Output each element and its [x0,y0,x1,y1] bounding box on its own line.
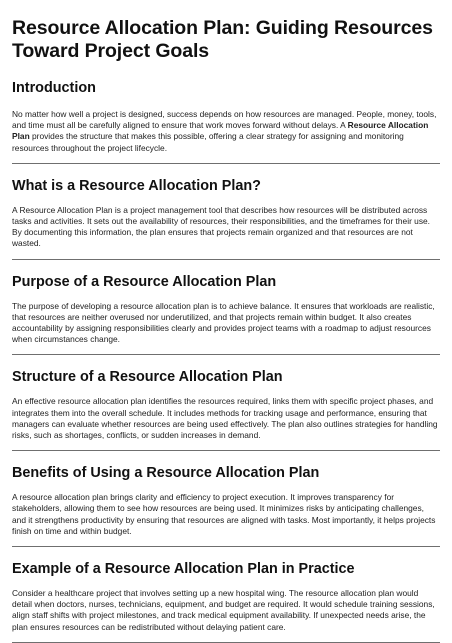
section-body: Consider a healthcare project that involves setting up a new hospital wing. The resource allocation plan would detail when doctors, nurses, technicians, equipment, and budget are required. It would schedule training sessions, align staff shifts with project milestones, and track medical equipment availability. If unexpected needs arise, the plan ensures resources can be redistributed without delaying patient care. [12,588,435,632]
section-benefits [12,465,440,537]
section-heading: Example of a Resource Allocation Plan in Practice [12,561,355,578]
section-heading: Structure of a Resource Allocation Plan [12,369,283,386]
body-text: No matter how well a project is designed, success depends on how resources are managed. People, money, tools, and time must all be carefully aligned to ensure that work moves forward without delays. A [12,109,437,131]
section-structure [12,369,440,441]
section-heading: Purpose of a Resource Allocation Plan [12,273,277,290]
section-introduction [12,80,440,154]
document-title: Resource Allocation Plan: Guiding Resources Toward Project Goals [12,17,433,62]
section-heading: Introduction [12,80,96,96]
section-purpose [12,274,440,346]
section-body: An effective resource allocation plan identifies the resources required, links them with specific project phases, and integrates them into the overall schedule. It includes methods for tracking usage and performance, ensuring that managers can evaluate whether resources are being used effectively. The plan also outlines strategies for handling risks, such as shortages, conflicts, or sudden increases in demand. [12,396,438,441]
body-text: provides the structure that makes this possible, offering a clear strategy for assigning and monitoring resources throughout the project lifecycle. [12,131,404,153]
section-heading: Benefits of Using a Resource Allocation Plan [12,465,320,482]
section-divider [12,546,440,547]
section-body: The purpose of developing a resource allocation plan is to achieve balance. It ensures that workloads are realistic, that resources are neither overused nor underutilized, and that projects remain within budget. It also creates accountability by assigning responsibilities clearly and provides project teams with a roadmap to adjust resources when circumstances change. [12,300,435,345]
section-what-is [12,178,440,250]
section-heading: What is a Resource Allocation Plan? [12,177,261,194]
section-divider [12,450,440,451]
body-bold-term: Resource Allocation Plan [12,120,429,142]
section-body [12,109,440,154]
section-body: A resource allocation plan brings clarity and efficiency to project execution. It improves transparency for stakeholders, allowing them to see how resources are being used. It minimizes risks by anticipating challenges, and it strengthens productivity by ensuring that resources are aligned with tasks. Most importantly, it helps projects finish on time and within budget. [12,492,436,536]
section-divider [12,354,440,355]
section-body: A Resource Allocation Plan is a project management tool that describes how resources will be distributed across tasks and activities. It sets out the availability of resources, their responsibilities, and the timeframes for their use. By documenting this information, the plan ensures that projects remain organized and that resources are not wasted. [12,204,431,249]
section-divider [12,259,440,260]
section-example [12,561,440,633]
section-divider [12,163,440,164]
